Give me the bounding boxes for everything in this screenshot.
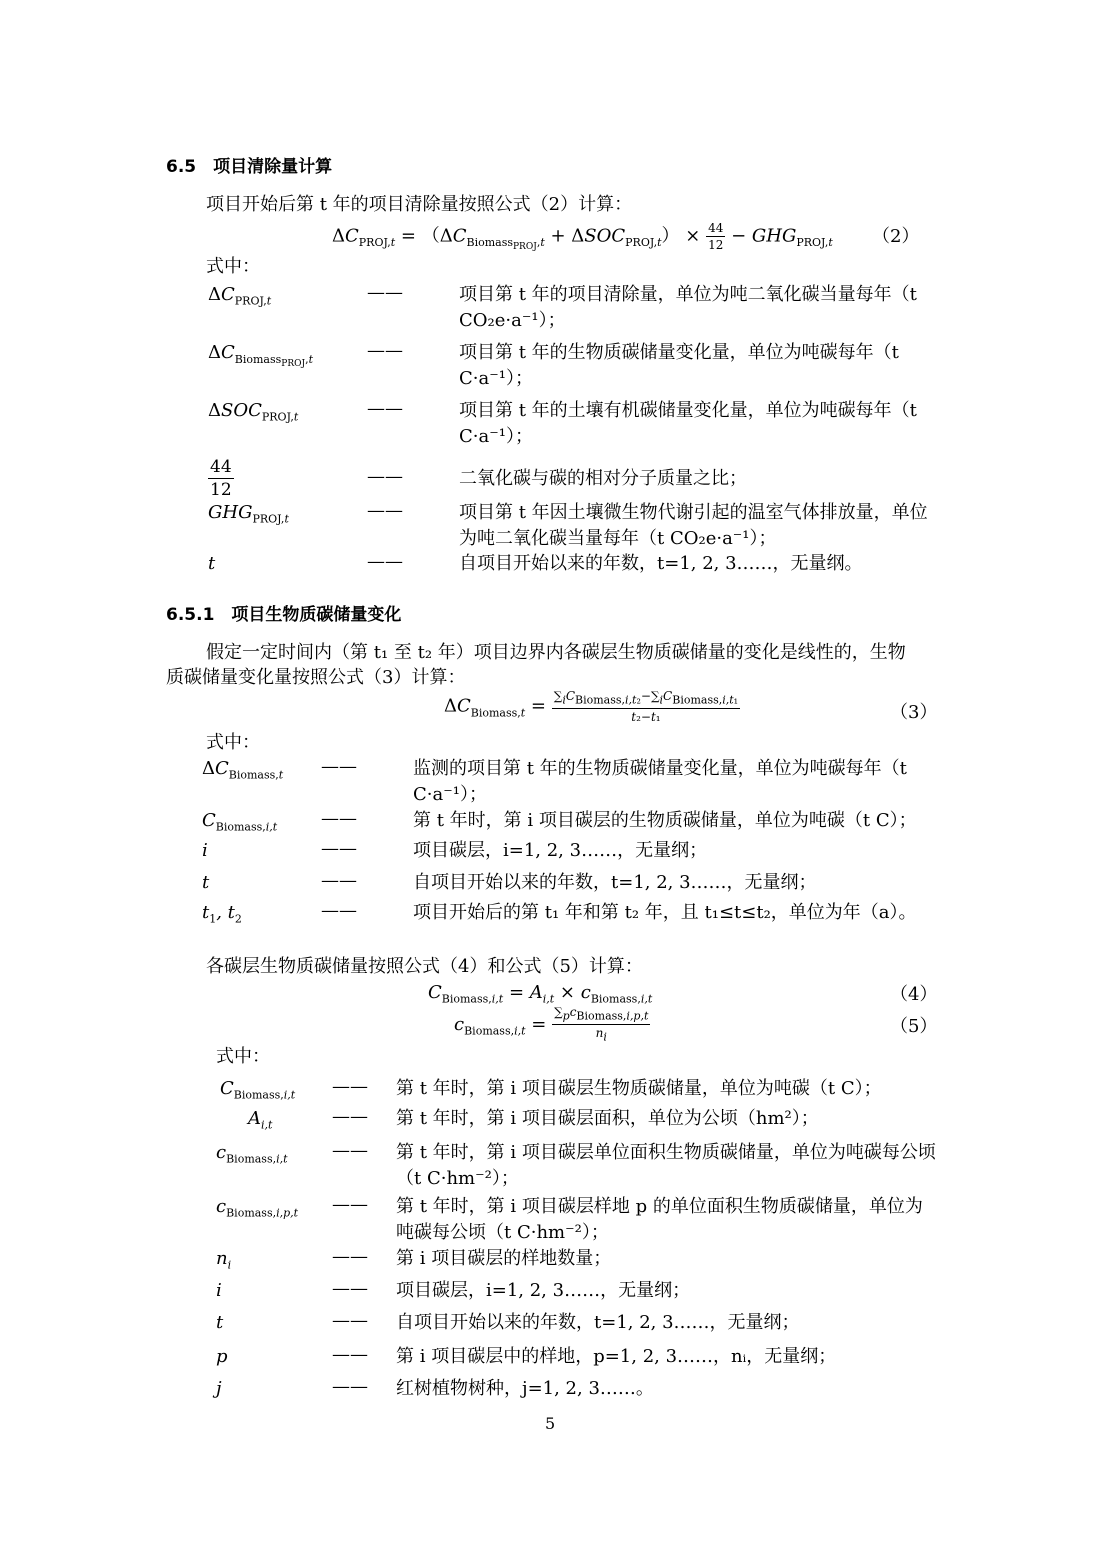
def-description: 项目第 t 年因土壤微生物代谢引起的温室气体排放量，单位为吨二氧化碳当量每年（t CO₂e·a⁻¹）； <box>459 502 928 549</box>
def-dash: —— <box>332 1106 368 1127</box>
def-description: 第 i 项目碳层中的样地，p=1, 2, 3……，nᵢ，无量纲； <box>396 1346 837 1367</box>
where-label: 式中： <box>206 256 260 277</box>
def-description: 自项目开始以来的年数，t=1, 2, 3……，无量纲； <box>413 872 817 893</box>
def-description: 项目第 t 年的生物质碳储量变化量，单位为吨碳每年（t C·a⁻¹）； <box>459 342 899 389</box>
def-description: 项目第 t 年的土壤有机碳储量变化量，单位为吨碳每年（t C·a⁻¹）； <box>459 400 917 447</box>
def-dash: —— <box>332 1376 368 1397</box>
def-description: 监测的项目第 t 年的生物质碳储量变化量，单位为吨碳每年（t C·a⁻¹）； <box>413 758 907 805</box>
equation-4-number: （4） <box>890 984 938 1005</box>
equation-2-number: （2） <box>872 226 920 247</box>
symbol-i: i <box>202 840 208 861</box>
def-description: 项目碳层，i=1, 2, 3……，无量纲； <box>413 840 708 861</box>
where-label: 式中： <box>206 732 260 753</box>
equation-3-number: （3） <box>890 702 938 723</box>
symbol-c-biomass-i-p-t: $c_{Biomass,i,p,t}$ <box>216 1196 299 1220</box>
def-dash: —— <box>332 1310 368 1331</box>
symbol-t: t <box>202 872 210 893</box>
symbol-delta-c-proj: $\Delta C_{PROJ,t}$ <box>208 284 272 308</box>
def-dash: —— <box>332 1194 368 1215</box>
symbol-j: j <box>216 1378 222 1399</box>
symbol-a-i-t: $A_{i,t}$ <box>248 1108 273 1132</box>
symbol-c-biomass-i-t: $C_{Biomass,i,t}$ <box>202 810 278 834</box>
equation-4: $C_{Biomass,i,t} = A_{i,t} \times c_{Biomass,i,t}$ <box>428 982 653 1006</box>
def-dash: —— <box>332 1140 368 1161</box>
equation-5-number: （5） <box>890 1016 938 1037</box>
where-label: 式中： <box>216 1046 270 1067</box>
def-dash: —— <box>367 500 403 521</box>
def-description: 二氧化碳与碳的相对分子质量之比； <box>459 468 747 489</box>
symbol-n-i: $n_i$ <box>216 1248 232 1272</box>
symbol-i: i <box>216 1280 222 1301</box>
def-description: 项目碳层，i=1, 2, 3……，无量纲； <box>396 1280 691 1301</box>
section-6-5-1-para-line2: 质碳储量变化量按照公式（3）计算： <box>166 667 466 688</box>
def-description: 自项目开始以来的年数，t=1, 2, 3……，无量纲。 <box>459 553 863 574</box>
def-description: 自项目开始以来的年数，t=1, 2, 3……，无量纲； <box>396 1312 800 1333</box>
def-description: 第 t 年时，第 i 项目碳层生物质碳储量，单位为吨碳（t C）； <box>396 1078 882 1099</box>
symbol-delta-soc-proj: $\Delta SOC_{PROJ,t}$ <box>208 400 299 424</box>
symbol-c-biomass-lower-i-t: $c_{Biomass,i,t}$ <box>216 1142 288 1166</box>
symbol-44-over-12: $\frac{44}{12}$ <box>210 457 232 500</box>
equation-2: $\Delta C_{PROJ,t} = (\Delta C_{Biomass_{PROJ},t} + \Delta SOC_{PROJ,t})$ × $\frac{44}{12}$ − $GHG_{PROJ,t}$ <box>332 221 833 253</box>
def-description: 红树植物树种，j=1, 2, 3……。 <box>396 1378 654 1399</box>
def-dash: —— <box>332 1246 368 1267</box>
def-dash: —— <box>332 1076 368 1097</box>
def-dash: —— <box>321 870 357 891</box>
def-dash: —— <box>321 900 357 921</box>
def-dash: —— <box>367 282 403 303</box>
symbol-delta-c-biomass-proj: $\Delta C_{Biomass_{PROJ},t}$ <box>208 342 314 369</box>
def-description: 项目开始后的第 t₁ 年和第 t₂ 年，且 t₁≤t≤t₂，单位为年（a）。 <box>413 902 917 923</box>
def-description: 第 t 年时，第 i 项目碳层面积，单位为公顷（hm²）； <box>396 1108 819 1129</box>
def-dash: —— <box>321 838 357 859</box>
section-heading-6-5: 6.5 项目清除量计算 <box>166 157 333 177</box>
section-6-5-intro: 项目开始后第 t 年的项目清除量按照公式（2）计算： <box>206 194 633 215</box>
def-description: 第 i 项目碳层的样地数量； <box>396 1248 612 1269</box>
def-dash: —— <box>332 1344 368 1365</box>
symbol-p: p <box>216 1346 228 1367</box>
symbol-t1-t2: $t_1$, $t_2$ <box>202 902 242 926</box>
def-description: 第 t 年时，第 i 项目碳层的生物质碳储量，单位为吨碳（t C）； <box>413 810 917 831</box>
page-number: 5 <box>545 1414 556 1433</box>
symbol-t: t <box>208 553 216 574</box>
def-dash: —— <box>321 808 357 829</box>
def-dash: —— <box>332 1278 368 1299</box>
def-description: 第 t 年时，第 i 项目碳层样地 p 的单位面积生物质碳储量，单位为吨碳每公顷（t C·hm⁻²）； <box>396 1196 923 1243</box>
equation-5: $c_{Biomass,i,t}$ = $\frac{\sum_pc_{Biomass,i,p,t}}{n_i}$ <box>454 1005 649 1044</box>
symbol-t: t <box>216 1312 224 1333</box>
symbol-ghg-proj: $GHG_{PROJ,t}$ <box>208 502 289 526</box>
def-dash: —— <box>321 756 357 777</box>
symbol-c-biomass-i-t: $C_{Biomass,i,t}$ <box>220 1078 296 1102</box>
section-6-5-1-intro2: 各碳层生物质碳储量按照公式（4）和公式（5）计算： <box>206 956 643 977</box>
def-dash: —— <box>367 398 403 419</box>
def-dash: —— <box>367 466 403 487</box>
section-6-5-1-para-line1: 假定一定时间内（第 t₁ 至 t₂ 年）项目边界内各碳层生物质碳储量的变化是线性的，生物 <box>206 642 906 663</box>
def-description: 第 t 年时，第 i 项目碳层单位面积生物质碳储量，单位为吨碳每公顷（t C·hm⁻²）； <box>396 1142 936 1189</box>
def-dash: —— <box>367 340 403 361</box>
section-heading-6-5-1: 6.5.1 项目生物质碳储量变化 <box>166 605 402 625</box>
def-dash: —— <box>367 551 403 572</box>
equation-3: $\Delta C_{Biomass,t}$ = $\frac{\sum_iC_{Biomass,i,t_2}-\sum_iC_{Biomass,i,t_1}}{\text{t₂−t₁}}$ <box>444 689 739 725</box>
symbol-delta-c-biomass: $\Delta C_{Biomass,t}$ <box>202 758 284 782</box>
def-description: 项目第 t 年的项目清除量，单位为吨二氧化碳当量每年（t CO₂e·a⁻¹）； <box>459 284 917 331</box>
